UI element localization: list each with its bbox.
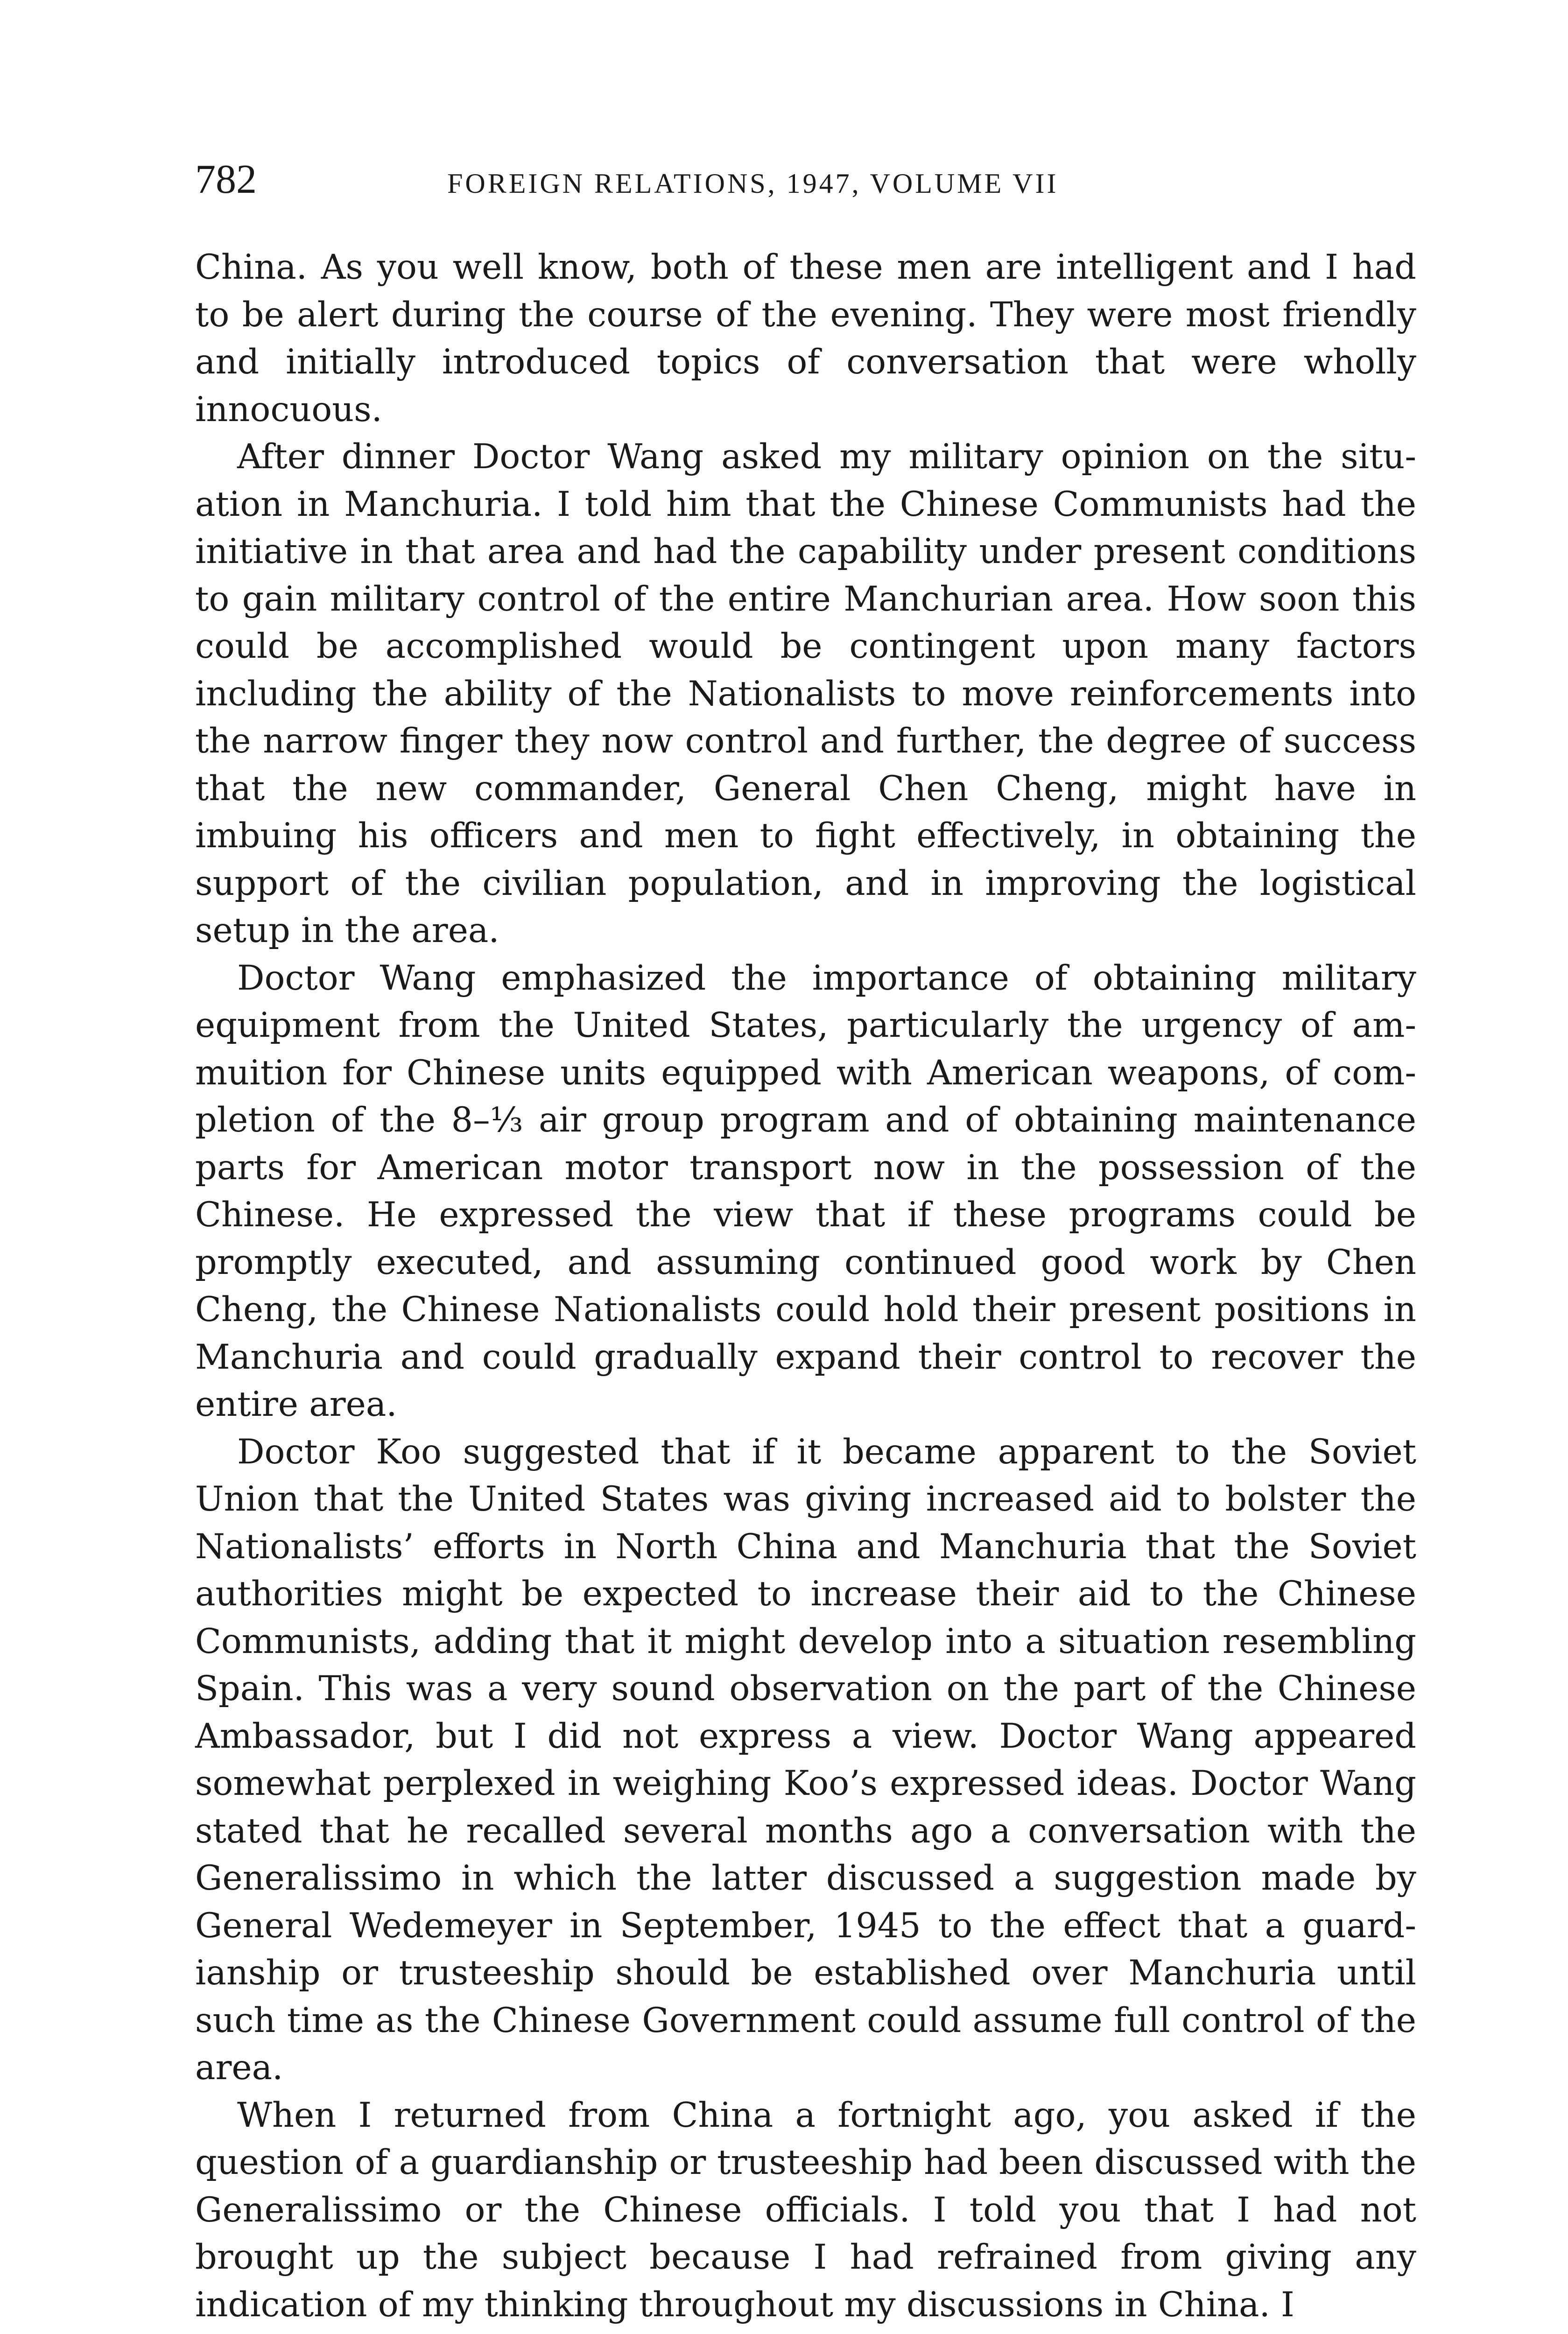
paragraph: Doctor Koo suggested that if it became apparent to the Soviet Union that the United States was giving increased aid to bolster the Nationalists’ efforts in North China and Manchuria that the Soviet authorities might be expected to increase their aid to the Chinese Communists, adding that it might develop into a situation resembling Spain. This was a very sound observation on the part of the Chinese Ambassador, but I did not express a view. Doctor Wang appeared somewhat perplexed in weighing Koo’s expressed ideas. Doctor Wang stated that he recalled several months ago a conversation with the Generalissimo in which the latter discussed a suggestion made by General Wedemeyer in September, 1945 to the effect that a guardianship or trusteeship should be established over Manchuria until such time as the Chinese Government could assume full control of the area. — [195, 1432, 1416, 2088]
running-head: FOREIGN RELATIONS, 1947, VOLUME VII — [447, 168, 1059, 199]
paragraph: When I returned from China a fortnight ago, you asked if the question of a guardianship or trusteeship had been discussed with the Generalissimo or the Chinese officials. I told you that I had not brought up the subject because I had refrained from giving any indication of my thinking throughout my discussions in China. I — [195, 2095, 1416, 2325]
paragraph: After dinner Doctor Wang asked my military opinion on the situation in Manchuria. I told him that the Chinese Communists had the initiative in that area and had the capability under present conditions to gain military control of the entire Manchurian area. How soon this could be accomplished would be contingent upon many factors including the ability of the Nationalists to move reinforcements into the narrow finger they now control and further, the degree of success that the new commander, General Chen Cheng, might have in imbuing his officers and men to fight effectively, in obtaining the support of the civilian population, and in improving the logistical setup in the area. — [195, 437, 1416, 950]
paragraph: China. As you well know, both of these men are intelligent and I had to be alert during the course of the evening. They were most friendly and initially introduced topics of conversation that were wholly innocuous. — [195, 247, 1416, 429]
paragraph: Doctor Wang emphasized the importance of obtaining military equipment from the United States, particularly the urgency of ammuition for Chinese units equipped with American weapons, of completion of the 8–⅓ air group program and of obtaining maintenance parts for American motor transport now in the possession of the Chinese. He expressed the view that if these programs could be promptly executed, and assuming continued good work by Chen Cheng, the Chinese Nationalists could hold their present positions in Manchuria and could gradually expand their control to recover the entire area. — [195, 958, 1416, 1424]
document-page — [195, 154, 1416, 2328]
body-text — [195, 244, 1416, 2328]
page-header — [195, 154, 1416, 205]
page-number: 782 — [195, 157, 257, 202]
